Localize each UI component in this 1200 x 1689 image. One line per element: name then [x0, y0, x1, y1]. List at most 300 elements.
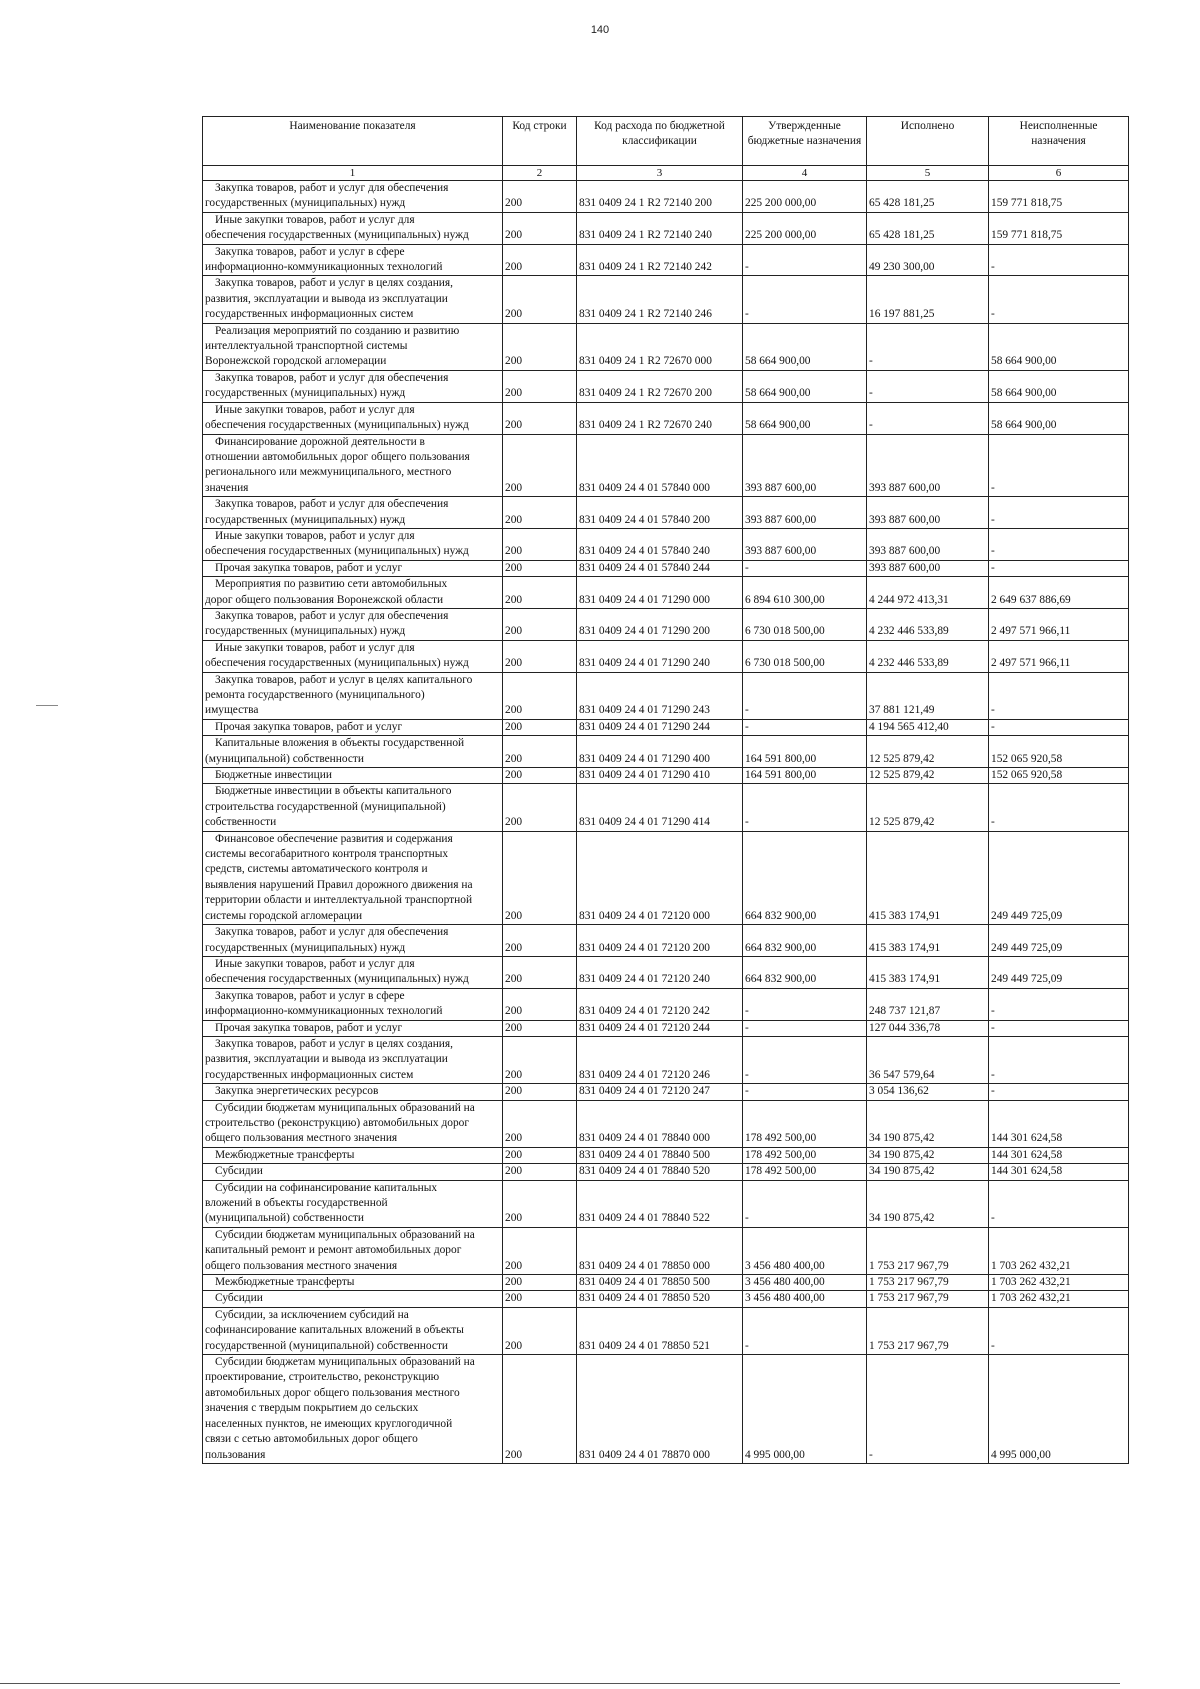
row-name-line: связи с сетью автомобильных дорог общего: [205, 1433, 418, 1446]
row-name-line: Субсидии: [215, 1292, 263, 1305]
row-name-line: общего пользования местного значения: [205, 1132, 398, 1145]
row-approved: 6 730 018 500,00: [743, 640, 867, 672]
row-code: 200: [503, 1307, 577, 1354]
row-name-line: собственности: [205, 816, 277, 829]
row-name: [203, 1180, 503, 1227]
table-row: [203, 181, 1129, 213]
row-name: [203, 244, 503, 276]
row-classification: 831 0409 24 4 01 57840 240: [577, 528, 743, 560]
row-classification: 831 0409 24 4 01 72120 244: [577, 1020, 743, 1036]
row-name: [203, 370, 503, 402]
row-name-line: Закупка товаров, работ и услуг в целях капитального: [215, 673, 473, 686]
row-code: 200: [503, 577, 577, 609]
row-name-line: Закупка товаров, работ и услуг в сфере: [215, 989, 405, 1002]
row-code: 200: [503, 402, 577, 434]
row-code: 200: [503, 1180, 577, 1227]
row-name-line: пользования: [205, 1448, 266, 1461]
table-row: [203, 244, 1129, 276]
row-code: 200: [503, 1291, 577, 1307]
row-name: [203, 577, 503, 609]
row-name-line: строительства государственной (муниципальной): [205, 800, 446, 813]
row-name: [203, 1355, 503, 1464]
row-name-line: Закупка товаров, работ и услуг в целях создания,: [215, 1037, 453, 1050]
table-row: [203, 434, 1129, 497]
row-name-line: Закупка энергетических ресурсов: [215, 1085, 379, 1098]
row-unexecuted: 1 703 262 432,21: [989, 1291, 1129, 1307]
row-classification: 831 0409 24 1 R2 72140 200: [577, 181, 743, 213]
row-name-line: государственных (муниципальных) нужд: [205, 625, 406, 638]
page-number: 140: [590, 24, 610, 36]
row-name-line: обеспечения государственных (муниципальных) нужд: [205, 657, 469, 670]
row-name-line: (муниципальной) собственности: [205, 752, 364, 765]
row-unexecuted: 159 771 818,75: [989, 181, 1129, 213]
row-executed: 1 753 217 967,79: [867, 1307, 989, 1354]
row-unexecuted: -: [989, 988, 1129, 1020]
row-name: [203, 640, 503, 672]
row-name: [203, 988, 503, 1020]
table-body: [203, 181, 1129, 1464]
table-row: [203, 1227, 1129, 1274]
row-code: 200: [503, 323, 577, 370]
row-name-line: строительство (реконструкцию) автомобильных дорог: [205, 1116, 470, 1129]
row-name-line: обеспечения государственных (муниципальных) нужд: [205, 973, 469, 986]
table-row: [203, 719, 1129, 735]
row-executed: 34 190 875,42: [867, 1100, 989, 1147]
column-number: 6: [989, 166, 1129, 181]
row-classification: 831 0409 24 4 01 72120 000: [577, 831, 743, 924]
row-executed: 4 194 565 412,40: [867, 719, 989, 735]
row-unexecuted: 1 703 262 432,21: [989, 1275, 1129, 1291]
row-executed: 127 044 336,78: [867, 1020, 989, 1036]
row-classification: 831 0409 24 4 01 71290 240: [577, 640, 743, 672]
row-code: 200: [503, 181, 577, 213]
row-code: 200: [503, 560, 577, 576]
row-name: [203, 1275, 503, 1291]
row-name-line: Закупка товаров, работ и услуг для обеспечения: [215, 926, 449, 939]
row-name: [203, 497, 503, 529]
row-name: [203, 1164, 503, 1180]
table-row: [203, 784, 1129, 831]
row-executed: 36 547 579,64: [867, 1036, 989, 1083]
row-classification: 831 0409 24 4 01 78870 000: [577, 1355, 743, 1464]
row-name-line: отношении автомобильных дорог общего пользования: [205, 450, 470, 463]
row-name-line: Воронежской городской агломерации: [205, 355, 387, 368]
row-name-line: государственной (муниципальной) собственности: [205, 1339, 449, 1352]
row-name-line: Субсидии бюджетам муниципальных образований на: [215, 1101, 475, 1114]
row-executed: 1 753 217 967,79: [867, 1291, 989, 1307]
row-unexecuted: 58 664 900,00: [989, 370, 1129, 402]
row-approved: -: [743, 1084, 867, 1100]
table-row: [203, 370, 1129, 402]
row-approved: -: [743, 276, 867, 323]
row-name-line: информационно-коммуникационных технологий: [205, 261, 443, 274]
row-classification: 831 0409 24 4 01 71290 414: [577, 784, 743, 831]
row-approved: 225 200 000,00: [743, 212, 867, 244]
row-name-line: государственных (муниципальных) нужд: [205, 513, 406, 526]
row-executed: 4 232 446 533,89: [867, 640, 989, 672]
row-classification: 831 0409 24 4 01 78850 520: [577, 1291, 743, 1307]
row-classification: 831 0409 24 4 01 78850 000: [577, 1227, 743, 1274]
row-code: 200: [503, 736, 577, 768]
row-executed: 34 190 875,42: [867, 1180, 989, 1227]
row-name-line: выявления нарушений Правил дорожного движения на: [205, 878, 473, 891]
row-name: [203, 736, 503, 768]
row-unexecuted: 2 649 637 886,69: [989, 577, 1129, 609]
row-name: [203, 1020, 503, 1036]
row-classification: 831 0409 24 4 01 78840 520: [577, 1164, 743, 1180]
row-name-line: Субсидии: [215, 1165, 263, 1178]
row-classification: 831 0409 24 4 01 71290 200: [577, 608, 743, 640]
row-name: [203, 1100, 503, 1147]
header-code: Код строки: [503, 117, 577, 166]
row-name: [203, 560, 503, 576]
header-row: [203, 117, 1129, 166]
row-unexecuted: 2 497 571 966,11: [989, 608, 1129, 640]
row-name-line: системы весогабаритного контроля транспортных: [205, 848, 449, 861]
row-classification: 831 0409 24 4 01 71290 410: [577, 768, 743, 784]
row-classification: 831 0409 24 4 01 57840 200: [577, 497, 743, 529]
row-classification: 831 0409 24 1 R2 72670 200: [577, 370, 743, 402]
row-name-line: Финансирование дорожной деятельности в: [215, 435, 425, 448]
row-unexecuted: -: [989, 1084, 1129, 1100]
table-row: [203, 323, 1129, 370]
row-approved: -: [743, 672, 867, 719]
row-classification: 831 0409 24 4 01 72120 242: [577, 988, 743, 1020]
row-unexecuted: -: [989, 497, 1129, 529]
table-row: [203, 608, 1129, 640]
row-executed: 34 190 875,42: [867, 1147, 989, 1163]
row-approved: 178 492 500,00: [743, 1164, 867, 1180]
row-executed: 12 525 879,42: [867, 768, 989, 784]
row-classification: 831 0409 24 1 R2 72670 240: [577, 402, 743, 434]
row-name-line: Межбюджетные трансферты: [215, 1276, 355, 1289]
row-unexecuted: 159 771 818,75: [989, 212, 1129, 244]
row-name: [203, 323, 503, 370]
row-unexecuted: 249 449 725,09: [989, 925, 1129, 957]
row-unexecuted: -: [989, 719, 1129, 735]
row-executed: -: [867, 1355, 989, 1464]
table-row: [203, 1355, 1129, 1464]
row-name-line: Субсидии бюджетам муниципальных образований на: [215, 1228, 475, 1241]
row-name-line: Закупка товаров, работ и услуг в целях создания,: [215, 277, 453, 290]
row-approved: 3 456 480 400,00: [743, 1291, 867, 1307]
row-name-line: государственных (муниципальных) нужд: [205, 387, 406, 400]
row-name: [203, 1307, 503, 1354]
row-name: [203, 1147, 503, 1163]
row-approved: -: [743, 988, 867, 1020]
row-classification: 831 0409 24 4 01 78840 500: [577, 1147, 743, 1163]
row-executed: 415 383 174,91: [867, 956, 989, 988]
row-name-line: Бюджетные инвестиции: [215, 769, 332, 782]
row-name-line: развития, эксплуатации и вывода из эксплуатации: [205, 292, 448, 305]
row-unexecuted: 4 995 000,00: [989, 1355, 1129, 1464]
row-executed: 16 197 881,25: [867, 276, 989, 323]
row-name-line: обеспечения государственных (муниципальных) нужд: [205, 545, 469, 558]
row-name: [203, 1036, 503, 1083]
row-name-line: Иные закупки товаров, работ и услуг для: [215, 213, 415, 226]
row-executed: 393 887 600,00: [867, 560, 989, 576]
row-executed: 4 232 446 533,89: [867, 608, 989, 640]
row-unexecuted: 58 664 900,00: [989, 323, 1129, 370]
row-name-line: Иные закупки товаров, работ и услуг для: [215, 529, 415, 542]
table-row: [203, 831, 1129, 924]
row-classification: 831 0409 24 4 01 78840 522: [577, 1180, 743, 1227]
row-approved: -: [743, 1307, 867, 1354]
row-name: [203, 402, 503, 434]
row-approved: 58 664 900,00: [743, 402, 867, 434]
row-name-line: государственных информационных систем: [205, 308, 414, 321]
row-code: 200: [503, 925, 577, 957]
row-executed: -: [867, 370, 989, 402]
row-code: 200: [503, 1036, 577, 1083]
row-name-line: Иные закупки товаров, работ и услуг для: [215, 957, 415, 970]
header-name: Наименование показателя: [203, 117, 503, 166]
row-approved: 664 832 900,00: [743, 831, 867, 924]
row-name: [203, 212, 503, 244]
row-name-line: развития, эксплуатации и вывода из эксплуатации: [205, 1053, 448, 1066]
row-name-line: Мероприятия по развитию сети автомобильных: [215, 578, 448, 591]
row-approved: 664 832 900,00: [743, 956, 867, 988]
table-row: [203, 402, 1129, 434]
row-unexecuted: -: [989, 1180, 1129, 1227]
row-approved: 178 492 500,00: [743, 1100, 867, 1147]
row-name-line: ремонта государственного (муниципального): [205, 689, 425, 701]
row-code: 200: [503, 1275, 577, 1291]
row-approved: 6 730 018 500,00: [743, 608, 867, 640]
row-classification: 831 0409 24 4 01 72120 200: [577, 925, 743, 957]
row-name: [203, 831, 503, 924]
row-classification: 831 0409 24 4 01 78840 000: [577, 1100, 743, 1147]
row-name: [203, 672, 503, 719]
row-classification: 831 0409 24 1 R2 72140 246: [577, 276, 743, 323]
row-code: 200: [503, 608, 577, 640]
row-executed: 393 887 600,00: [867, 497, 989, 529]
row-code: 200: [503, 640, 577, 672]
row-classification: 831 0409 24 4 01 78850 521: [577, 1307, 743, 1354]
row-code: 200: [503, 1100, 577, 1147]
row-name-line: средств, системы автоматического контроля и: [205, 863, 428, 876]
table-row: [203, 988, 1129, 1020]
margin-mark: [36, 705, 58, 706]
row-unexecuted: 249 449 725,09: [989, 956, 1129, 988]
header-classification: Код расхода по бюджетной классификации: [577, 117, 743, 166]
table-row: [203, 736, 1129, 768]
row-unexecuted: -: [989, 276, 1129, 323]
row-unexecuted: -: [989, 560, 1129, 576]
row-name: [203, 434, 503, 497]
header-executed: Исполнено: [867, 117, 989, 166]
row-name-line: значения: [205, 481, 249, 494]
row-executed: 393 887 600,00: [867, 434, 989, 497]
column-number: 1: [203, 166, 503, 181]
row-approved: 393 887 600,00: [743, 434, 867, 497]
row-name-line: Капитальные вложения в объекты государственной: [215, 737, 465, 750]
row-name: [203, 768, 503, 784]
row-code: 200: [503, 528, 577, 560]
row-classification: 831 0409 24 4 01 57840 244: [577, 560, 743, 576]
row-executed: 49 230 300,00: [867, 244, 989, 276]
row-approved: 58 664 900,00: [743, 323, 867, 370]
row-code: 200: [503, 831, 577, 924]
row-name-line: территории области и интеллектуальной транспортной: [205, 894, 473, 907]
row-executed: 3 054 136,62: [867, 1084, 989, 1100]
column-number-row: [203, 166, 1129, 181]
row-classification: 831 0409 24 4 01 78850 500: [577, 1275, 743, 1291]
row-unexecuted: 144 301 624,58: [989, 1147, 1129, 1163]
row-name-line: Прочая закупка товаров, работ и услуг: [215, 1021, 403, 1034]
row-name: [203, 528, 503, 560]
row-code: 200: [503, 1147, 577, 1163]
budget-execution-table: [202, 116, 1129, 1464]
row-name-line: значения с твердым покрытием до сельских: [205, 1402, 419, 1415]
row-unexecuted: 249 449 725,09: [989, 831, 1129, 924]
row-name: [203, 1227, 503, 1274]
row-name-line: автомобильных дорог общего пользования местного: [205, 1386, 460, 1399]
row-executed: 65 428 181,25: [867, 212, 989, 244]
table-row: [203, 925, 1129, 957]
row-executed: 248 737 121,87: [867, 988, 989, 1020]
row-executed: 415 383 174,91: [867, 831, 989, 924]
row-name-line: обеспечения государственных (муниципальных) нужд: [205, 419, 469, 432]
row-approved: 664 832 900,00: [743, 925, 867, 957]
row-name: [203, 276, 503, 323]
row-name: [203, 1084, 503, 1100]
row-name-line: населенных пунктов, не имеющих круглогодичной: [205, 1417, 453, 1430]
row-unexecuted: 1 703 262 432,21: [989, 1227, 1129, 1274]
row-name: [203, 719, 503, 735]
row-name-line: государственных (муниципальных) нужд: [205, 941, 406, 954]
row-name-line: Межбюджетные трансферты: [215, 1148, 355, 1161]
row-name-line: Субсидии бюджетам муниципальных образований на: [215, 1356, 475, 1369]
row-code: 200: [503, 784, 577, 831]
row-name-line: Иные закупки товаров, работ и услуг для: [215, 641, 415, 654]
row-name-line: Финансовое обеспечение развития и содержания: [215, 832, 453, 845]
row-unexecuted: 144 301 624,58: [989, 1100, 1129, 1147]
row-code: 200: [503, 1084, 577, 1100]
row-code: 200: [503, 370, 577, 402]
row-classification: 831 0409 24 4 01 71290 244: [577, 719, 743, 735]
row-name-line: вложений в объекты государственной: [205, 1197, 388, 1209]
row-executed: 393 887 600,00: [867, 528, 989, 560]
row-name: [203, 181, 503, 213]
row-name-line: государственных информационных систем: [205, 1068, 414, 1081]
row-approved: 3 456 480 400,00: [743, 1275, 867, 1291]
row-unexecuted: 144 301 624,58: [989, 1164, 1129, 1180]
table-row: [203, 956, 1129, 988]
row-code: 200: [503, 672, 577, 719]
row-name: [203, 608, 503, 640]
row-name-line: (муниципальной) собственности: [205, 1212, 364, 1225]
row-executed: -: [867, 402, 989, 434]
table-row: [203, 560, 1129, 576]
row-classification: 831 0409 24 4 01 72120 246: [577, 1036, 743, 1083]
row-executed: 1 753 217 967,79: [867, 1275, 989, 1291]
table-row: [203, 672, 1129, 719]
row-code: 200: [503, 768, 577, 784]
row-code: 200: [503, 276, 577, 323]
row-approved: 4 995 000,00: [743, 1355, 867, 1464]
row-classification: 831 0409 24 4 01 71290 243: [577, 672, 743, 719]
row-classification: 831 0409 24 4 01 71290 000: [577, 577, 743, 609]
column-number: 5: [867, 166, 989, 181]
row-classification: 831 0409 24 4 01 72120 240: [577, 956, 743, 988]
row-approved: -: [743, 244, 867, 276]
table-row: [203, 1147, 1129, 1163]
row-name: [203, 956, 503, 988]
row-approved: 393 887 600,00: [743, 497, 867, 529]
row-classification: 831 0409 24 1 R2 72140 240: [577, 212, 743, 244]
row-unexecuted: -: [989, 244, 1129, 276]
table-row: [203, 1180, 1129, 1227]
row-unexecuted: 2 497 571 966,11: [989, 640, 1129, 672]
row-code: 200: [503, 212, 577, 244]
row-code: 200: [503, 988, 577, 1020]
row-classification: 831 0409 24 4 01 72120 247: [577, 1084, 743, 1100]
table-row: [203, 497, 1129, 529]
row-unexecuted: -: [989, 528, 1129, 560]
table-row: [203, 1275, 1129, 1291]
table-row: [203, 276, 1129, 323]
row-approved: 164 591 800,00: [743, 768, 867, 784]
row-name-line: дорог общего пользования Воронежской области: [205, 593, 444, 606]
row-approved: 225 200 000,00: [743, 181, 867, 213]
row-name-line: общего пользования местного значения: [205, 1259, 398, 1272]
row-name: [203, 784, 503, 831]
row-code: 200: [503, 1164, 577, 1180]
row-name-line: интеллектуальной транспортной системы: [205, 340, 408, 353]
table-row: [203, 1036, 1129, 1083]
row-name-line: Закупка товаров, работ и услуг в сфере: [215, 245, 405, 258]
row-unexecuted: -: [989, 1036, 1129, 1083]
table-row: [203, 1291, 1129, 1307]
row-unexecuted: 152 065 920,58: [989, 768, 1129, 784]
row-executed: 12 525 879,42: [867, 784, 989, 831]
header-approved: Утвержденные бюджетные назначения: [743, 117, 867, 166]
row-code: 200: [503, 497, 577, 529]
row-approved: 3 456 480 400,00: [743, 1227, 867, 1274]
row-code: 200: [503, 434, 577, 497]
row-name-line: Закупка товаров, работ и услуг для обеспечения: [215, 609, 449, 622]
row-unexecuted: -: [989, 672, 1129, 719]
table-row: [203, 1084, 1129, 1100]
row-unexecuted: -: [989, 784, 1129, 831]
row-classification: 831 0409 24 4 01 71290 400: [577, 736, 743, 768]
row-name: [203, 925, 503, 957]
header-unexecuted: Неисполненные назначения: [989, 117, 1129, 166]
row-code: 200: [503, 719, 577, 735]
row-executed: 65 428 181,25: [867, 181, 989, 213]
row-executed: 12 525 879,42: [867, 736, 989, 768]
row-name-line: софинансирование капитальных вложений в объекты: [205, 1324, 464, 1337]
row-approved: 6 894 610 300,00: [743, 577, 867, 609]
row-name-line: Реализация мероприятий по созданию и развитию: [215, 324, 460, 337]
row-unexecuted: 152 065 920,58: [989, 736, 1129, 768]
row-code: 200: [503, 1227, 577, 1274]
row-executed: 1 753 217 967,79: [867, 1227, 989, 1274]
row-executed: 37 881 121,49: [867, 672, 989, 719]
row-name-line: регионального или межмуниципального, местного: [205, 466, 452, 479]
column-number: 2: [503, 166, 577, 181]
row-approved: 178 492 500,00: [743, 1147, 867, 1163]
row-name-line: Закупка товаров, работ и услуг для обеспечения: [215, 182, 449, 194]
row-unexecuted: 58 664 900,00: [989, 402, 1129, 434]
row-approved: -: [743, 560, 867, 576]
column-number: 3: [577, 166, 743, 181]
row-approved: 164 591 800,00: [743, 736, 867, 768]
row-approved: 393 887 600,00: [743, 528, 867, 560]
row-name-line: обеспечения государственных (муниципальных) нужд: [205, 229, 469, 242]
row-name-line: Закупка товаров, работ и услуг для обеспечения: [215, 371, 449, 384]
